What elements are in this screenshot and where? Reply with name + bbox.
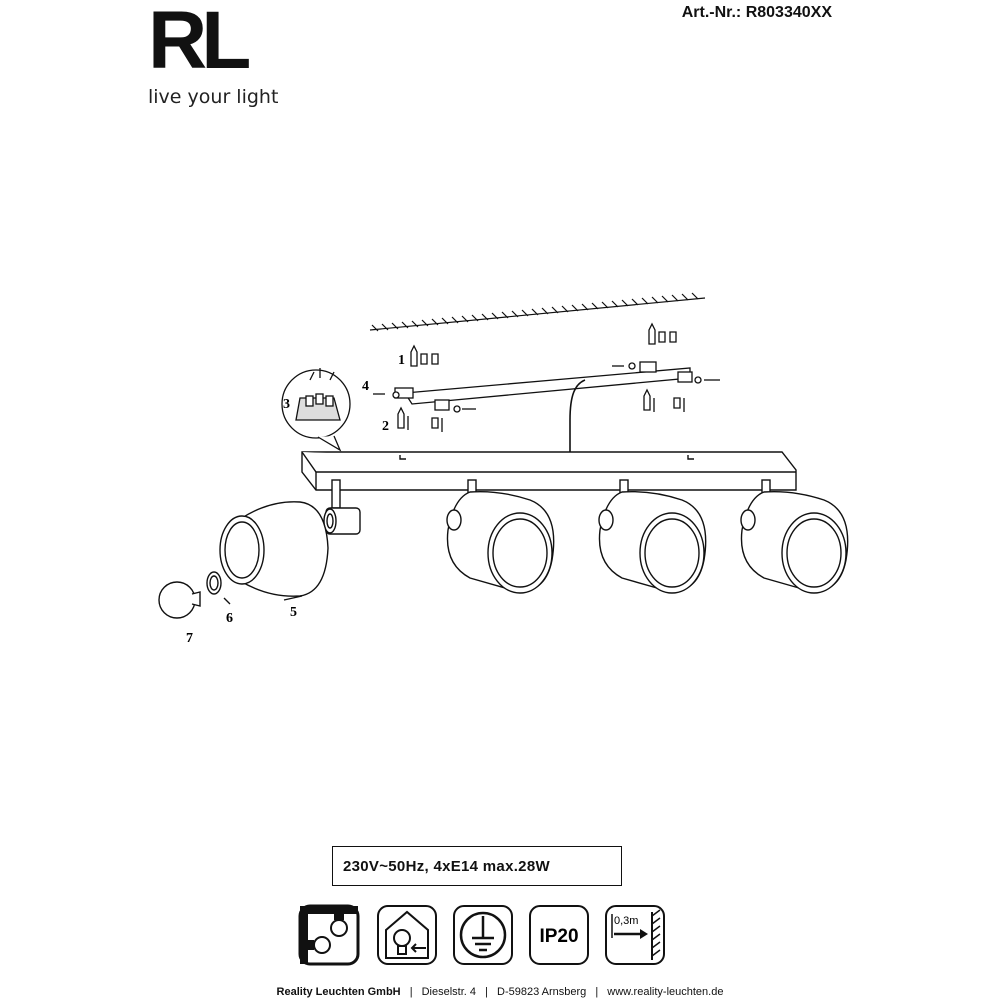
min-distance-icon: [604, 904, 666, 966]
symbol-row: [298, 904, 678, 970]
footer-company: Reality Leuchten GmbH: [276, 986, 401, 998]
ip20-label: IP20: [539, 926, 579, 947]
step-label-6: 6: [226, 611, 233, 626]
step-label-4: 4: [362, 379, 369, 394]
electrical-spec-text: 230V~50Hz, 4xE14 max.28W: [343, 857, 550, 875]
step-label-2: 2: [382, 419, 389, 434]
spot-exploded: [159, 480, 360, 618]
footer-website[interactable]: www.reality-leuchten.de: [607, 986, 724, 998]
logo-tagline: live your light: [148, 86, 279, 108]
step-label-7: 7: [186, 631, 193, 646]
protective-earth-icon: [452, 904, 514, 966]
step-label-5: 5: [290, 605, 297, 620]
electrical-spec-box: [332, 846, 622, 886]
bulb-replace-icon: [376, 904, 438, 966]
screws-dowels-right: [612, 324, 720, 412]
article-number: Art.-Nr.: R803340XX: [681, 4, 832, 21]
wiring-detail: [282, 368, 350, 450]
light-base-bar: [302, 452, 796, 490]
spot-3: [599, 480, 706, 593]
spot-2: [447, 480, 554, 593]
ceiling-hatch: [370, 293, 705, 331]
ceiling-wall-mount-icon: [298, 904, 360, 966]
spot-4: [741, 480, 848, 593]
step-label-3: 3: [283, 397, 290, 412]
footer: Reality Leuchten GmbH | Dieselstr. 4 | D-59823 Arnsberg | www.reality-leuchten.de: [276, 986, 724, 998]
power-cable: [570, 380, 585, 452]
logo-mark: RL: [148, 0, 246, 86]
footer-street: Dieselstr. 4: [421, 986, 477, 998]
footer-city: D-59823 Arnsberg: [497, 986, 587, 998]
ip20-icon: [528, 904, 590, 966]
distance-label: 0,3m: [614, 915, 639, 927]
step-label-1: 1: [398, 353, 405, 368]
